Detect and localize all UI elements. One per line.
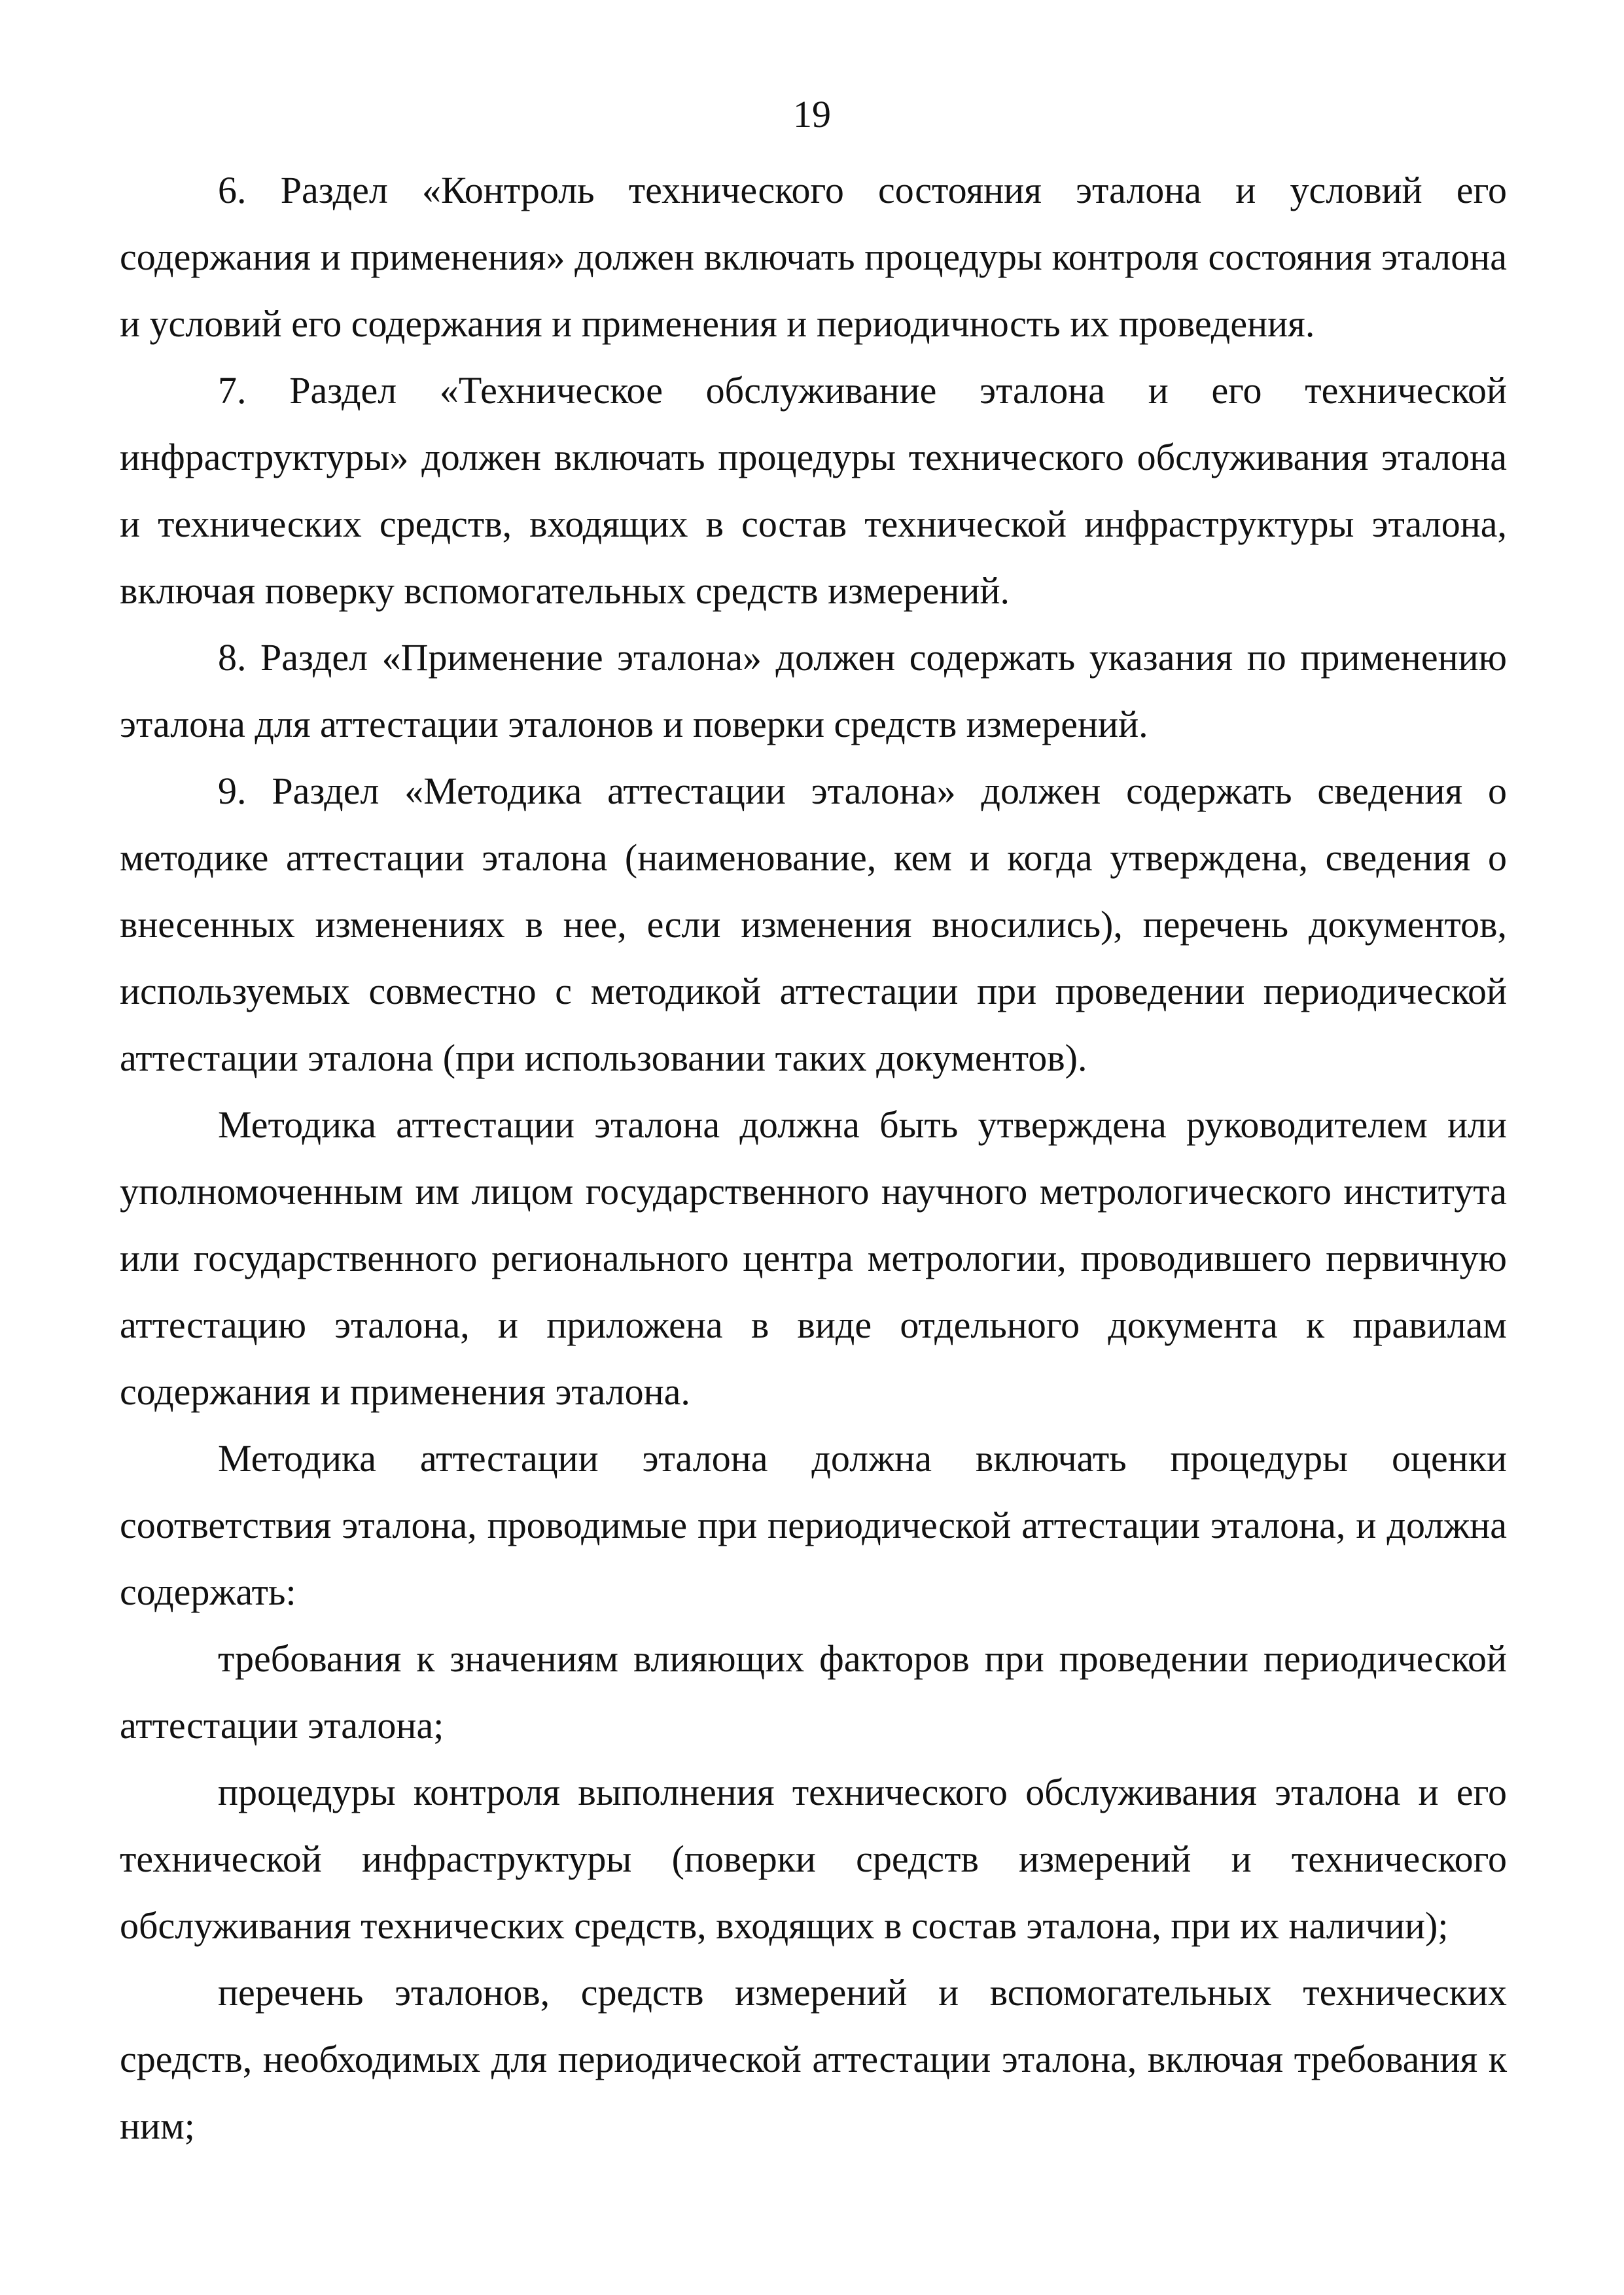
paragraph-section-9: 9. Раздел «Методика аттестации эталона» должен содержать сведения о методике аттестации эталона (наименование, кем и когда утверждена, сведения о внесенных изменениях в нее, если изменения вносились), перечень документов, используемых совместно с методикой аттестации при проведении периодической аттестации эталона (при использовании таких документов). (120, 770, 1507, 1079)
list-item-equipment-list: перечень эталонов, средств измерений и вспомогательных технических средств, необходимых для периодической аттестации эталона, включая требования к ним; (120, 1971, 1507, 2147)
paragraph-section-7: 7. Раздел «Техническое обслуживание эталона и его технической инфраструктуры» должен включать процедуры технического обслуживания эталона и технических средств, входящих в состав технической инфраструктуры эталона, включая поверку вспомогательных средств измерений. (120, 369, 1507, 612)
list-item-maintenance-control: процедуры контроля выполнения технического обслуживания эталона и его технической инфраструктуры (поверки средств измерений и технического обслуживания технических средств, входящих в состав эталона, при их наличии); (120, 1771, 1507, 1947)
paragraph-methodology-approval: Методика аттестации эталона должна быть утверждена руководителем или уполномоченным им лицом государственного научного метрологического института или государственного регионального центра метрологии, проводившего первичную аттестацию эталона, и приложена в виде отдельного документа к правилам содержания и применения эталона. (120, 1103, 1507, 1413)
paragraph-methodology-content: Методика аттестации эталона должна включать процедуры оценки соответствия эталона, проводимые при периодической аттестации эталона, и должна содержать: (120, 1437, 1507, 1613)
document-body (120, 157, 1507, 2160)
list-item-influencing-factors: требования к значениям влияющих факторов при проведении периодической аттестации эталона; (120, 1637, 1507, 1747)
page-number: 19 (793, 93, 831, 135)
paragraph-section-6: 6. Раздел «Контроль технического состояния эталона и условий его содержания и применения» должен включать процедуры контроля состояния эталона и условий его содержания и применения и периодичность их проведения. (120, 169, 1507, 345)
paragraph-section-8: 8. Раздел «Применение эталона» должен содержать указания по применению эталона для аттестации эталонов и поверки средств измерений. (120, 636, 1507, 745)
